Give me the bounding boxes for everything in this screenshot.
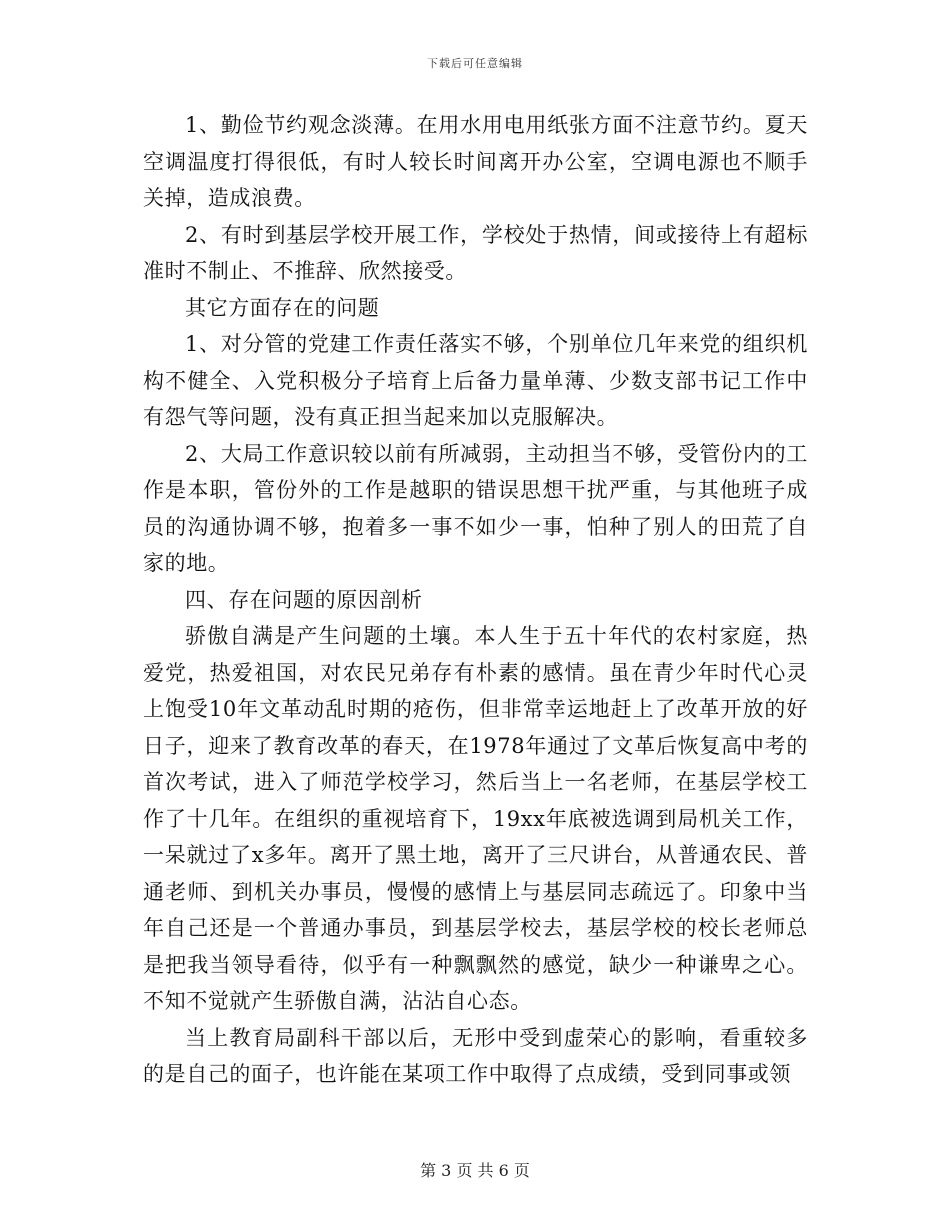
- paragraph: 2、有时到基层学校开展工作，学校处于热情，间或接待上有超标准时不制止、不推辞、欣然接受。: [143, 222, 808, 283]
- document-body: [143, 107, 808, 1093]
- paragraph: 1、对分管的党建工作责任落实不够，个别单位几年来党的组织机构不健全、入党积极分子培育上后备力量单薄、少数支部书记工作中有怨气等问题，没有真正担当起来加以克服解决。: [143, 332, 808, 429]
- paragraph: 1、勤俭节约观念淡薄。在用水用电用纸张方面不注意节约。夏天空调温度打得很低，有时人较长时间离开办公室，空调电源也不顺手关掉，造成浪费。: [143, 113, 808, 210]
- paragraph: 当上教育局副科干部以后，无形中受到虚荣心的影响，看重较多的是自己的面子，也许能在某项工作中取得了点成绩，受到同事或领: [143, 1025, 808, 1086]
- paragraph: 2、大局工作意识较以前有所减弱，主动担当不够，受管份内的工作是本职，管份外的工作是越职的错误思想干扰严重，与其他班子成员的沟通协调不够，抱着多一事不如少一事，怕种了别人的田荒了自家的地。: [143, 441, 808, 575]
- section-heading: 四、存在问题的原因剖析: [185, 587, 423, 612]
- page-header: 下载后可任意编辑: [427, 57, 523, 70]
- paragraph: 骄傲自满是产生问题的土壤。本人生于五十年代的农村家庭，热爱党，热爱祖国，对农民兄弟存有朴素的感情。虽在青少年时代心灵上饱受10年文革动乱时期的疮伤，但非常幸运地赶上了改革开放的好日子，迎来了教育改革的春天，在1978年通过了文革后恢复高中考的首次考试，进入了师范学校学习，然后当上一名老师，在基层学校工作了十几年。在组织的重视培育下，19xx年底被选调到局机关工作，一呆就过了x多年。离开了黑土地，离开了三尺讲台，从普通农民、普通老师、到机关办事员，慢慢的感情上与基层同志疏远了。印象中当年自己还是一个普通办事员，到基层学校去，基层学校的校长老师总是把我当领导看待，似乎有一种飘飘然的感觉，缺少一种谦卑之心。不知不觉就产生骄傲自满，沾沾自心态。: [143, 624, 808, 1013]
- page-number: 第 3 页 共 6 页: [420, 1161, 530, 1180]
- section-heading: 其它方面存在的问题: [185, 295, 380, 320]
